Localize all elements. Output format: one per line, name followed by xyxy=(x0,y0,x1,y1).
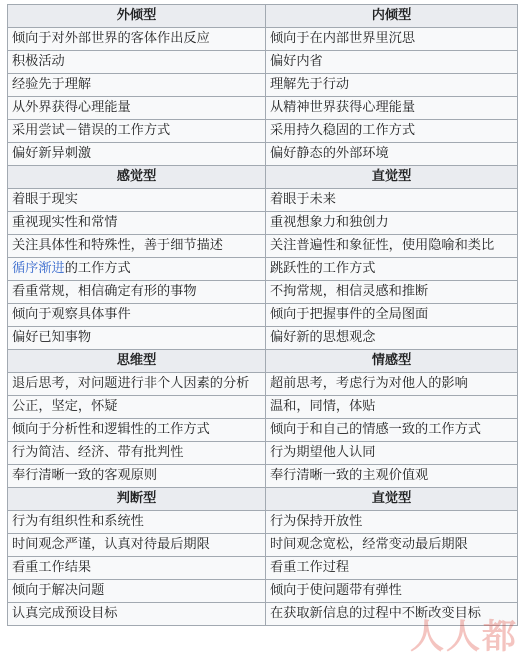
table-row xyxy=(8,212,518,235)
table-cell-left: 认真完成预设目标 xyxy=(8,603,266,626)
table-row xyxy=(8,373,518,396)
table-cell-left: 偏好已知事物 xyxy=(8,327,266,350)
table-row xyxy=(8,51,518,74)
table-cell-left: 倾向于解决问题 xyxy=(8,580,266,603)
table-cell-left: 退后思考，对问题进行非个人因素的分析 xyxy=(8,373,266,396)
table-row xyxy=(8,258,518,281)
table-cell-right: 时间观念宽松，经常变动最后期限 xyxy=(266,534,518,557)
section-header-row xyxy=(8,5,518,28)
table-row xyxy=(8,143,518,166)
table-cell-left: 偏好新异刺激 xyxy=(8,143,266,166)
table-cell-right: 采用持久稳固的工作方式 xyxy=(266,120,518,143)
cell-text: 的工作方式 xyxy=(64,261,131,276)
table-cell-right: 行为保持开放性 xyxy=(266,511,518,534)
table-cell-right: 倾向于把握事件的全局图面 xyxy=(266,304,518,327)
table-cell-left: 倾向于对外部世界的客体作出反应 xyxy=(8,28,266,51)
section-header-right: 内倾型 xyxy=(266,5,518,28)
section-header-left: 思维型 xyxy=(8,350,266,373)
table-row xyxy=(8,281,518,304)
table-row xyxy=(8,235,518,258)
table-cell-right: 看重工作过程 xyxy=(266,557,518,580)
section-header-right: 情感型 xyxy=(266,350,518,373)
table-cell-right: 倾向于使问题带有弹性 xyxy=(266,580,518,603)
table-cell-left: 经验先于理解 xyxy=(8,74,266,97)
table-cell-left xyxy=(8,258,266,281)
table-cell-right: 温和，同情，体贴 xyxy=(266,396,518,419)
table-row xyxy=(8,603,518,626)
wiki-link[interactable]: 循序渐进 xyxy=(12,261,65,276)
table-cell-right: 倾向于在内部世界里沉思 xyxy=(266,28,518,51)
table-row xyxy=(8,120,518,143)
table-row xyxy=(8,189,518,212)
table-cell-right: 重视想象力和独创力 xyxy=(266,212,518,235)
table-cell-left: 从外界获得心理能量 xyxy=(8,97,266,120)
table-cell-right: 着眼于未来 xyxy=(266,189,518,212)
table-row xyxy=(8,580,518,603)
table-cell-left: 行为有组织性和系统性 xyxy=(8,511,266,534)
table-cell-left: 时间观念严谨，认真对待最后期限 xyxy=(8,534,266,557)
table-cell-left: 采用尝试－错误的工作方式 xyxy=(8,120,266,143)
table-cell-left: 看重常规，相信确定有形的事物 xyxy=(8,281,266,304)
table-row xyxy=(8,327,518,350)
table-row xyxy=(8,511,518,534)
table-cell-left: 着眼于现实 xyxy=(8,189,266,212)
table-row xyxy=(8,557,518,580)
table-cell-left: 行为简洁、经济、带有批判性 xyxy=(8,442,266,465)
table-cell-right: 不拘常规，相信灵感和推断 xyxy=(266,281,518,304)
table-cell-right: 偏好静态的外部环境 xyxy=(266,143,518,166)
section-header-row xyxy=(8,350,518,373)
table-cell-left: 倾向于分析性和逻辑性的工作方式 xyxy=(8,419,266,442)
section-header-left: 外倾型 xyxy=(8,5,266,28)
table-row xyxy=(8,304,518,327)
mbti-comparison-table xyxy=(7,4,518,626)
table-cell-left: 看重工作结果 xyxy=(8,557,266,580)
table-cell-left: 奉行清晰一致的客观原则 xyxy=(8,465,266,488)
table-cell-right: 偏好新的思想观念 xyxy=(266,327,518,350)
section-header-left: 感觉型 xyxy=(8,166,266,189)
section-header-row xyxy=(8,488,518,511)
table-cell-right: 跳跃性的工作方式 xyxy=(266,258,518,281)
table-cell-right: 从精神世界获得心理能量 xyxy=(266,97,518,120)
table-cell-right: 倾向于和自己的情感一致的工作方式 xyxy=(266,419,518,442)
section-header-left: 判断型 xyxy=(8,488,266,511)
section-header-row xyxy=(8,166,518,189)
table-cell-left: 关注具体性和特殊性，善于细节描述 xyxy=(8,235,266,258)
table-cell-left: 重视现实性和常情 xyxy=(8,212,266,235)
table-row xyxy=(8,442,518,465)
table-row xyxy=(8,534,518,557)
table-cell-right: 理解先于行动 xyxy=(266,74,518,97)
table-cell-right: 超前思考，考虑行为对他人的影响 xyxy=(266,373,518,396)
table-cell-left: 倾向于观察具体事件 xyxy=(8,304,266,327)
section-header-right: 直觉型 xyxy=(266,166,518,189)
table-row xyxy=(8,396,518,419)
table-row xyxy=(8,465,518,488)
table-cell-right: 关注普遍性和象征性，使用隐喻和类比 xyxy=(266,235,518,258)
table-cell-right: 行为期望他人认同 xyxy=(266,442,518,465)
table-cell-right: 在获取新信息的过程中不断改变目标 xyxy=(266,603,518,626)
site-watermark: 人人都 xyxy=(410,617,518,657)
table-cell-left: 积极活动 xyxy=(8,51,266,74)
table-cell-left: 公正，坚定，怀疑 xyxy=(8,396,266,419)
table-cell-right: 奉行清晰一致的主观价值观 xyxy=(266,465,518,488)
table-cell-right: 偏好内省 xyxy=(266,51,518,74)
section-header-right: 直觉型 xyxy=(266,488,518,511)
table-row xyxy=(8,74,518,97)
table-row xyxy=(8,97,518,120)
table-row xyxy=(8,28,518,51)
table-row xyxy=(8,419,518,442)
